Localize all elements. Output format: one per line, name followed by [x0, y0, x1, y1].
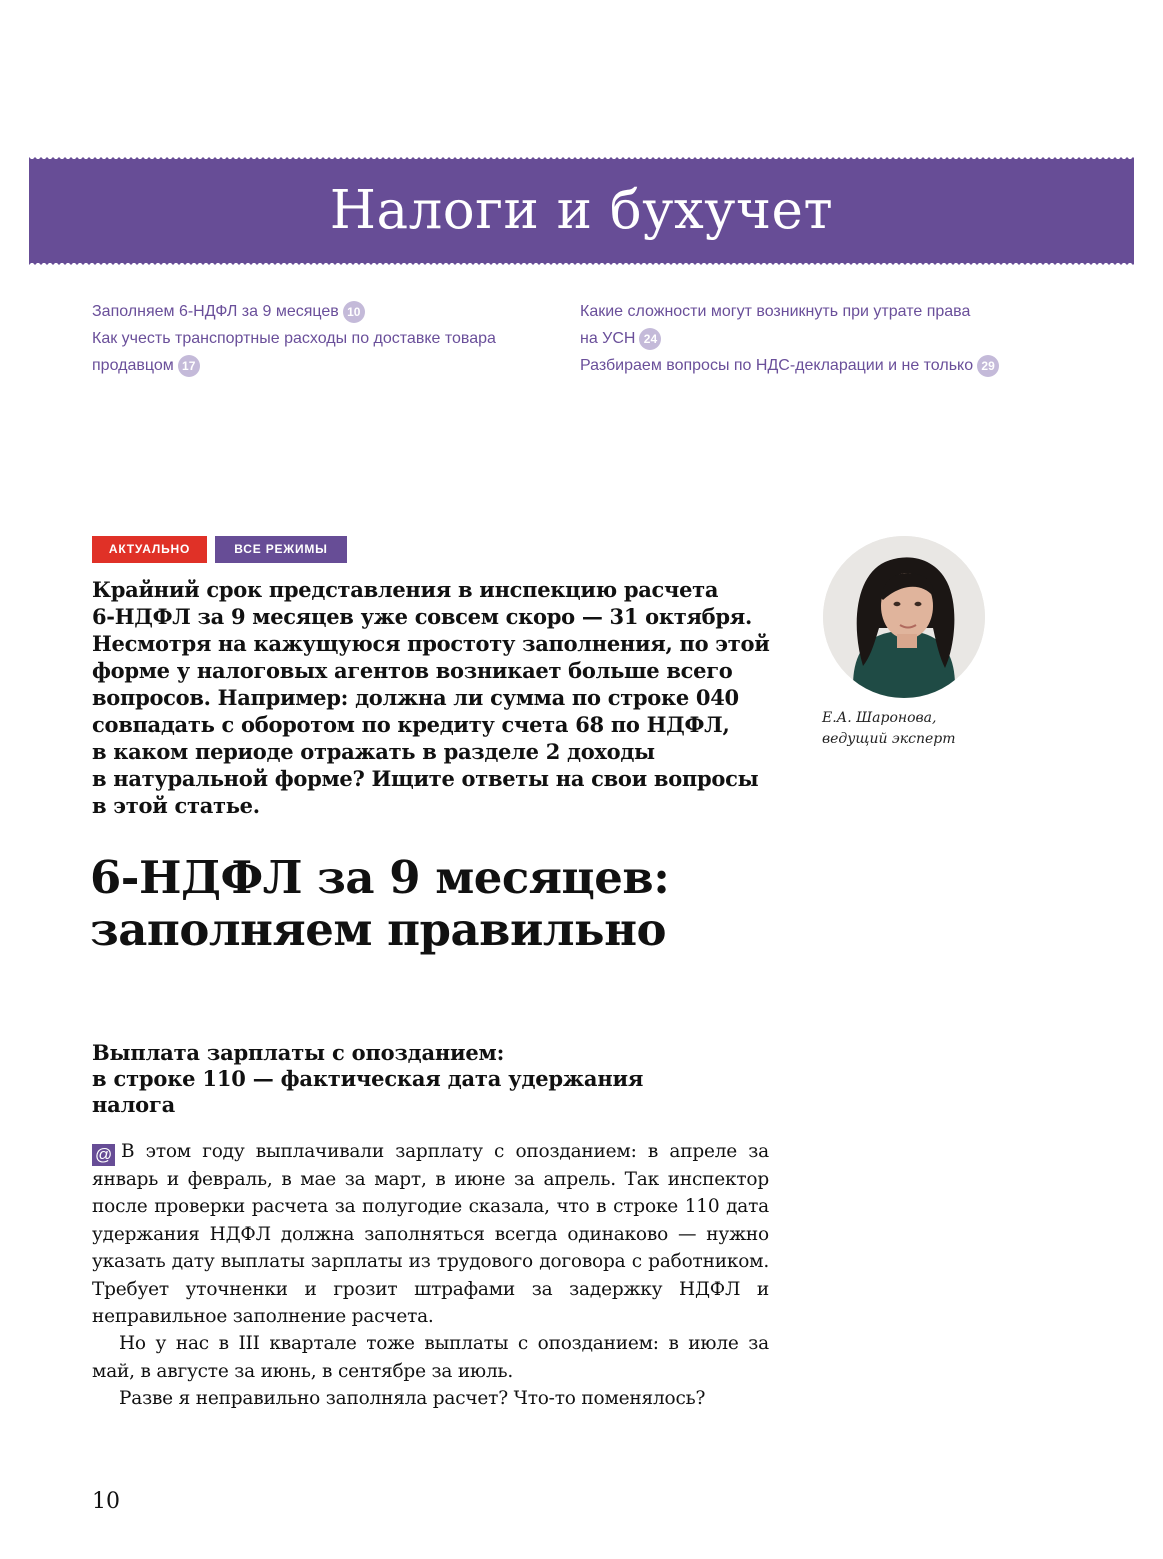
section-title: Налоги и бухучет	[329, 180, 834, 241]
author-portrait-icon	[823, 536, 985, 698]
page-badge: 17	[178, 355, 200, 377]
question-paragraph: Разве я неправильно заполняла расчет? Что-то поменялось?	[119, 1388, 706, 1410]
page-number: 10	[92, 1489, 120, 1514]
page-badge: 29	[977, 355, 999, 377]
toc-right-column	[580, 298, 1050, 379]
page-badge: 10	[343, 301, 365, 323]
toc-item[interactable]: Какие сложности могут возникнуть при утрате права на УСН 24	[580, 298, 1050, 352]
question-paragraph: Но у нас в III квартале тоже выплаты с опозданием: в июле за май, в августе за июнь, в сентябре за июль.	[92, 1333, 769, 1382]
question-body	[92, 1138, 769, 1413]
subheading: Выплата зарплаты с опозданием: в строке 110 — фактическая дата удержания налога	[92, 1040, 644, 1117]
author-caption	[822, 708, 956, 750]
author-photo	[823, 536, 985, 698]
question-at-icon: @	[92, 1144, 115, 1166]
author-name: Е.А. Шаронова,	[822, 710, 937, 726]
toc-item[interactable]: Заполняем 6-НДФЛ за 9 месяцев 10	[92, 298, 532, 325]
toc-left-column	[92, 298, 532, 379]
tag-actual: АКТУАЛЬНО	[92, 536, 207, 563]
lead-paragraph: Крайний срок представления в инспекцию расчета 6-НДФЛ за 9 месяцев уже совсем скоро — 31 октября. Несмотря на кажущуюся простоту заполнения, по этой форме у налоговых агентов возникает больше всего вопросов. Например: должна ли сумма по строке 040 совпадать с оборотом по кредиту счета 68 по НДФЛ, в каком периоде отражать в разделе 2 доходы в натуральной форме? Ищите ответы на свои вопросы в этой статье.	[92, 577, 770, 818]
toc-item[interactable]: Как учесть транспортные расходы по доставке товара продавцом 17	[92, 325, 532, 379]
question-paragraph: @ В этом году выплачивали зарплату с опозданием: в апреле за январь и февраль, в мае за март, в июне за апрель. Так инспектор после проверки расчета за полугодие сказала, что в строке 110 дата удержания НДФЛ должна заполняться всегда одинаково — нужно указать дату выплаты зарплаты из трудового договора с работником. Требует уточненки и грозит штрафами за задержку НДФЛ и неправильное заполнение расчета.	[92, 1141, 769, 1328]
page-badge: 24	[639, 328, 661, 350]
author-role: ведущий эксперт	[822, 731, 956, 747]
toc-item[interactable]: Разбираем вопросы по НДС-декларации и не только 29	[580, 352, 1050, 379]
article-headline: 6-НДФЛ за 9 месяцев: заполняем правильно	[90, 851, 670, 956]
tag-all-regimes: ВСЕ РЕЖИМЫ	[215, 536, 347, 563]
